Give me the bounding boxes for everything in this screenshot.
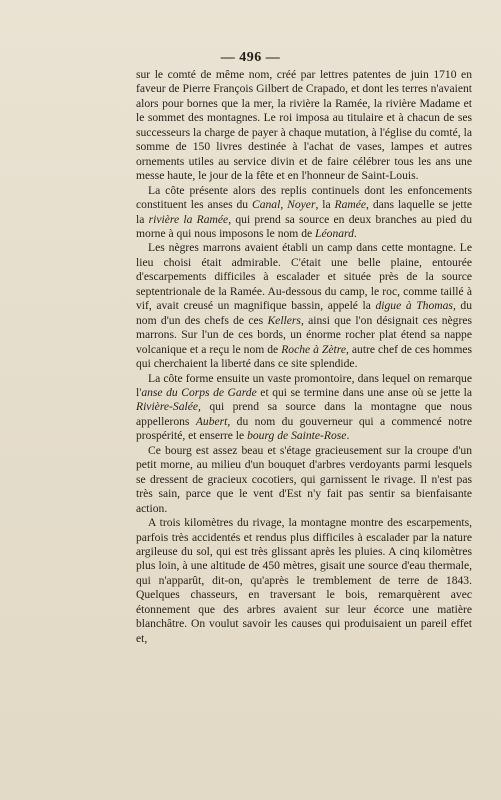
italic-text: digue à Thomas xyxy=(375,299,453,313)
paragraph xyxy=(136,372,472,444)
italic-text: anse du Corps de Garde xyxy=(141,385,257,399)
text-run: et qui se termine dans une anse où se jette la xyxy=(256,385,472,399)
italic-text: Roche à Zètre xyxy=(281,342,346,356)
text-run: A trois kilomètres du rivage, la montagne montre des escarpements, parfois très accidentés et rendus plus difficiles à escalader par la nature argileuse du sol, qui est très glissant après les pluies. A cinq kilomètres plus loin, à une altitude de 450 mètres, gisait une source d'eau thermale, qui n'apparût, dit-on, qu'après le tremblement de terre de 1843. Quelques chasseurs, en traversant le bois, remarquèrent avec étonnement que des arbres avaient sur leur écorce une matière blanchâtre. On voulut savoir les causes qui produisaient un pareil effet et, xyxy=(136,516,472,645)
italic-text: rivière la Ramée xyxy=(148,212,229,226)
paragraph xyxy=(136,516,472,646)
text-run: , ainsi que l'on désignait ces nègres marrons. Sur l'un de ces bords, un énorme rocher plat étend sa nappe volcanique et a reçu le nom de xyxy=(136,313,472,356)
paragraph xyxy=(136,241,472,371)
paragraph xyxy=(136,68,472,184)
text-run: La côte forme ensuite un vaste promontoire, dans lequel on remarque l' xyxy=(136,371,472,399)
paragraph xyxy=(136,184,472,242)
italic-text: Ramée xyxy=(334,198,367,212)
italic-text: Canal xyxy=(251,198,281,212)
text-run: , autre chef de ces hommes qui cherchaient la liberté dans ce site splendide. xyxy=(136,342,472,371)
text-run: , du nom du gouverneur qui a commencé notre prospérité, et enserre le xyxy=(136,414,472,443)
italic-text: Kellers xyxy=(267,313,301,327)
italic-text: Aubert xyxy=(195,414,228,428)
text-run: , qui prend sa source dans la montagne que nous appellerons xyxy=(136,400,472,428)
text-run: Les nègres marrons avaient établi un camp dans cette montagne. Le lieu choisi était admirable. C'était une belle plaine, entourée d'escarpements difficiles à escalader et située près de la source septentrionale de la Ramée. Au-dessous du camp, le roc, comme taillé à vif, avait creusé un magnifique bassin, appelé la xyxy=(136,241,472,313)
text-run: , qui prend sa source en deux branches au pied du morne à qui nous imposons le nom de xyxy=(136,212,472,240)
text-run: . xyxy=(353,226,357,240)
italic-text: bourg de Sainte-Rose xyxy=(247,429,347,443)
paragraph xyxy=(136,444,472,516)
page-number: — 496 — xyxy=(220,50,281,65)
italic-text: Noyer xyxy=(287,198,316,212)
text-run: La côte présente alors des replis continuels dont les enfoncements constituent les anses du xyxy=(136,183,472,212)
text-run: , xyxy=(280,198,288,212)
text-run: , dans laquelle se jette la xyxy=(136,198,473,226)
text-run: sur le comté de même nom, créé par lettres patentes de juin 1710 en faveur de Pierre François Gilbert de Crapado, et dont les terres n'avaient alors pour bornes que la mer, la rivière la Ramée, la rivière Madame et le sommet des montagnes. Le roi imposa au titulaire et à chacun de ses successeurs la charge de payer à chaque mutation, à l'église du comté, la somme de 150 livres destinée à l'achat de vases, lampes et autres ornements utiles au service divin et de faire célébrer tous les ans une messe haute, le jour de la fête et en l'honneur de Saint-Louis. xyxy=(136,68,472,183)
text-run: . xyxy=(346,429,350,443)
text-run: Ce bourg est assez beau et s'étage gracieusement sur la croupe d'un petit morne, au milieu d'un bouquet d'arbres verdoyants parmi lesquels se dressent de gracieux cocotiers, qui garnissent le rivage. Il n'est pas très sain, parce que le vent d'Est n'y fait pas sentir sa bienfaisante action. xyxy=(136,443,472,515)
text-run: , la xyxy=(315,198,335,212)
italic-text: Léonard xyxy=(315,226,354,240)
text-run: , du nom d'un des chefs de ces xyxy=(136,299,473,327)
italic-text: Rivière-Salée xyxy=(136,400,199,414)
body-text xyxy=(136,68,472,646)
